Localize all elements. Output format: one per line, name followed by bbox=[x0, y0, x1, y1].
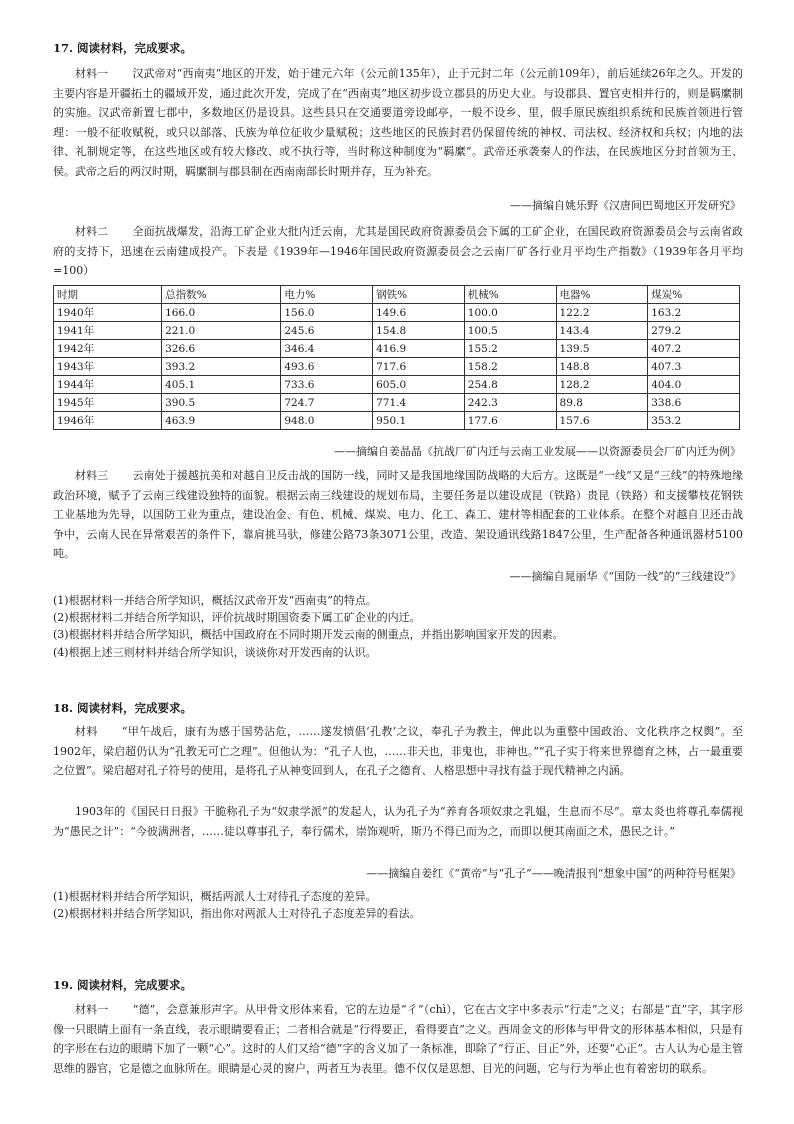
table-cell: 950.1 bbox=[373, 412, 465, 430]
q18-heading: 18. 阅读材料，完成要求。 bbox=[53, 701, 193, 715]
q18-questions bbox=[53, 888, 743, 922]
q17-m1-label: 材料一 bbox=[75, 67, 109, 80]
table-header-row bbox=[54, 286, 740, 304]
q18-question-2: (2)根据材料并结合所学知识，指出你对两派人士对待孔子态度差异的看法。 bbox=[53, 907, 421, 921]
table-cell: 416.9 bbox=[373, 340, 465, 358]
table-cell: 157.6 bbox=[556, 412, 648, 430]
table-cell: 158.2 bbox=[464, 358, 556, 376]
q18-p1-text: “甲午战后，康有为感于国势沾危，……遂发愤倡‘孔教’之议，奉孔子为教主，俾此以为重整中国政治、文化秩序之权舆”。至1902年，梁启超仍认为“孔教无可亡之理”。但他认为：“孔子人也，……非天也，非鬼也，非神也。”“孔子实于将来世界德育之林，占一最重要之位置”。梁启超对孔子符号的使用，是将孔子从神变回到人，在孔子之德育、人格思想中寻找有益于现代精神之内涵。 bbox=[53, 725, 743, 778]
table-cell: 463.9 bbox=[162, 412, 281, 430]
q17-m1-text: 汉武帝对“西南夷”地区的开发，始于建元六年（公元前135年），止于元封二年（公元前109年），前后延续26年之久。开发的主要内容是开疆拓土的疆域开发，通过此次开发，完成了在“西南夷”地区初步设立郡县的历史大业。与设郡县、置官吏相并行的，则是羁縻制的实施。汉武帝新置七郡中，多数地区仍是设县。这些县只在交通要道旁设邮亭，一般不设乡、里，假手原民族组织系统和民族首领进行管理：一般不征收赋税，或只以部落、氏族为单位征收少量赋税；这些地区的民族封君仍保留传统的神权、司法权、经济权和兵权；内地的法律、礼制规定等，在这些地区或有较大修改、或不执行等，当时称这种制度为“羁縻”。武帝还承袭秦人的作法，在民族地区分封首领为王、侯。武帝之后的两汉时期，羁縻制与郡县制在西南南部长时期并存，互为补充。 bbox=[53, 67, 744, 178]
q18-m-label: 材料 bbox=[75, 725, 98, 738]
table-cell: 1943年 bbox=[54, 358, 162, 376]
table-header-cell: 电器% bbox=[556, 286, 648, 304]
table-cell: 771.4 bbox=[373, 394, 465, 412]
table-cell: 948.0 bbox=[281, 412, 373, 430]
q17-m3-text: 云南处于援越抗美和对越自卫反击战的国防一线，同时又是我国地缘国防战略的大后方。这既是“一线”又是“三线”的特殊地缘政治环境，赋予了云南三线建设独特的面貌。根据云南三线建设的规划布局，主要任务是以建设成昆（铁路）贵昆（铁路）和支援攀枝花钢铁工业基地为先导，以国防工业为重点，建设冶金、有色、机械、煤炭、电力、化工、森工、建材等相配套的工业体系。在整个对越自卫还击战争中，云南人民在异常艰苦的条件下，靠肩挑马驮，修建公路73条3071公里，改造、架设通讯线路1847公里，生产配备各种通讯器材5100吨。 bbox=[53, 469, 744, 561]
table-row bbox=[54, 304, 740, 322]
table-row bbox=[54, 376, 740, 394]
table-cell: 493.6 bbox=[281, 358, 373, 376]
table-cell: 100.5 bbox=[464, 322, 556, 340]
q17-m3-label: 材料三 bbox=[75, 469, 109, 482]
q17-question-4: (4)根据上述三则材料并结合所学知识，谈谈你对开发西南的认识。 bbox=[53, 645, 377, 659]
table-cell: 139.5 bbox=[556, 340, 648, 358]
table-cell: 1940年 bbox=[54, 304, 162, 322]
table-cell: 148.8 bbox=[556, 358, 648, 376]
table-cell: 733.6 bbox=[281, 376, 373, 394]
q17-questions bbox=[53, 592, 743, 661]
table-header-cell: 电力% bbox=[281, 286, 373, 304]
table-header-cell: 机械% bbox=[464, 286, 556, 304]
table-cell: 155.2 bbox=[464, 340, 556, 358]
table-cell: 346.4 bbox=[281, 340, 373, 358]
q18-source: ——摘编自姜红《“黄帝”与“孔子”——晚清报刊“想象中国”的两种符号框架》 bbox=[366, 867, 741, 880]
table-cell: 404.0 bbox=[648, 376, 740, 394]
table-cell: 166.0 bbox=[162, 304, 281, 322]
q17-m3-source: ——摘编自晁丽华《“国防一线”的“三线建设”》 bbox=[509, 570, 741, 583]
table-cell: 177.6 bbox=[464, 412, 556, 430]
table-row bbox=[54, 358, 740, 376]
table-header-cell: 钢铁% bbox=[373, 286, 465, 304]
table-cell: 149.6 bbox=[373, 304, 465, 322]
table-cell: 89.8 bbox=[556, 394, 648, 412]
table-cell: 254.8 bbox=[464, 376, 556, 394]
table-header-cell: 总指数% bbox=[162, 286, 281, 304]
q17-m2-label: 材料二 bbox=[75, 225, 109, 238]
table-cell: 1941年 bbox=[54, 322, 162, 340]
table-cell: 156.0 bbox=[281, 304, 373, 322]
table-cell: 407.3 bbox=[648, 358, 740, 376]
table-cell: 279.2 bbox=[648, 322, 740, 340]
table-cell: 242.3 bbox=[464, 394, 556, 412]
table-header-cell: 时期 bbox=[54, 286, 162, 304]
table-cell: 338.6 bbox=[648, 394, 740, 412]
table-cell: 221.0 bbox=[162, 322, 281, 340]
table-header-cell: 煤炭% bbox=[648, 286, 740, 304]
q19-m1-label: 材料一 bbox=[75, 1003, 109, 1016]
q17-m1-source: ——摘编自姚乐野《汉唐间巴蜀地区开发研究》 bbox=[510, 199, 741, 212]
q17-material-1 bbox=[53, 64, 743, 182]
production-index-table bbox=[53, 285, 740, 430]
q17-question-1: (1)根据材料一并结合所学知识，概括汉武帝开发“西南夷”的特点。 bbox=[53, 594, 377, 607]
q17-question-3: (3)根据材料并结合所学知识，概括中国政府在不同时期开发云南的侧重点，并指出影响国家开发的因素。 bbox=[53, 628, 564, 642]
table-cell: 1942年 bbox=[54, 340, 162, 358]
table-row bbox=[54, 412, 740, 430]
table-cell: 1946年 bbox=[54, 412, 162, 430]
q18-material-p2: 1903年的《国民日日报》干脆称孔子为“奴隶学派”的发起人，认为孔子为“养育各项奴隶之乳媪，生息而不尽”。章太炎也将尊孔奉儒视为“愚民之计”：“今彼满洲者，……徒以尊事孔子，奉行儒术，崇饰观听，斯乃不得已而为之，而即以便其南面之术，愚民之计。” bbox=[53, 805, 743, 838]
q17-question-2: (2)根据材料二并结合所学知识，评价抗战时期国资委下属工矿企业的内迁。 bbox=[53, 611, 421, 625]
table-cell: 122.2 bbox=[556, 304, 648, 322]
table-cell: 1944年 bbox=[54, 376, 162, 394]
table-cell: 724.7 bbox=[281, 394, 373, 412]
table-cell: 163.2 bbox=[648, 304, 740, 322]
table-cell: 154.8 bbox=[373, 322, 465, 340]
q17-material-3 bbox=[53, 466, 743, 564]
table-row bbox=[54, 394, 740, 412]
table-cell: 245.6 bbox=[281, 322, 373, 340]
table-cell: 353.2 bbox=[648, 412, 740, 430]
table-cell: 393.2 bbox=[162, 358, 281, 376]
table-cell: 390.5 bbox=[162, 394, 281, 412]
table-cell: 326.6 bbox=[162, 340, 281, 358]
q17-heading: 17. 阅读材料，完成要求。 bbox=[53, 41, 193, 55]
table-cell: 100.0 bbox=[464, 304, 556, 322]
q18-material-p1 bbox=[53, 722, 743, 781]
q19-material-1 bbox=[53, 1000, 743, 1078]
table-row bbox=[54, 340, 740, 358]
table-cell: 143.4 bbox=[556, 322, 648, 340]
table-cell: 405.1 bbox=[162, 376, 281, 394]
table-cell: 407.2 bbox=[648, 340, 740, 358]
table-cell: 128.2 bbox=[556, 376, 648, 394]
q17-m2-source: ——摘编自姜晶晶《抗战厂矿内迁与云南工业发展——以资源委员会厂矿内迁为例》 bbox=[334, 445, 741, 458]
table-cell: 605.0 bbox=[373, 376, 465, 394]
q17-m2-text: 全面抗战爆发，沿海工矿企业大批内迁云南，尤其是国民政府资源委员会下属的工矿企业，在国民政府资源委员会与云南省政府的支持下，迅速在云南建成投产。下表是《1939年—1946年国民政府资源委员会之云南厂矿各行业月平均生产指数》（1939年各月平均=100） bbox=[53, 225, 744, 278]
table-row bbox=[54, 322, 740, 340]
q19-m1-text: “德”，会意兼形声字。从甲骨文形体来看，它的左边是“彳”（chì），它在古文字中多表示“行走”之义；右部是“直”字，其字形像一只眼睛上面有一条直线，表示眼睛要看正；二者相合就是“行得要正，看得要直”之义。西周金文的形体与甲骨文的形体基本相似，只是有的字形在右边的眼睛下加了一颗“心”。这时的人们又给“德”字的含义加了一条标准，即除了“行正、目正”外，还要“心正”。古人认为心是主管思维的器官，它是德之血脉所在。眼睛是心灵的窗户，两者互为表里。德不仅仅是思想、目光的问题，它与行为举止也有着密切的联系。 bbox=[53, 1003, 744, 1075]
q19-heading: 19. 阅读材料，完成要求。 bbox=[53, 978, 193, 992]
q18-question-1: (1)根据材料并结合所学知识，概括两派人士对待孔子态度的差异。 bbox=[53, 890, 377, 903]
table-cell: 1945年 bbox=[54, 394, 162, 412]
q17-material-2 bbox=[53, 222, 743, 281]
table-cell: 717.6 bbox=[373, 358, 465, 376]
